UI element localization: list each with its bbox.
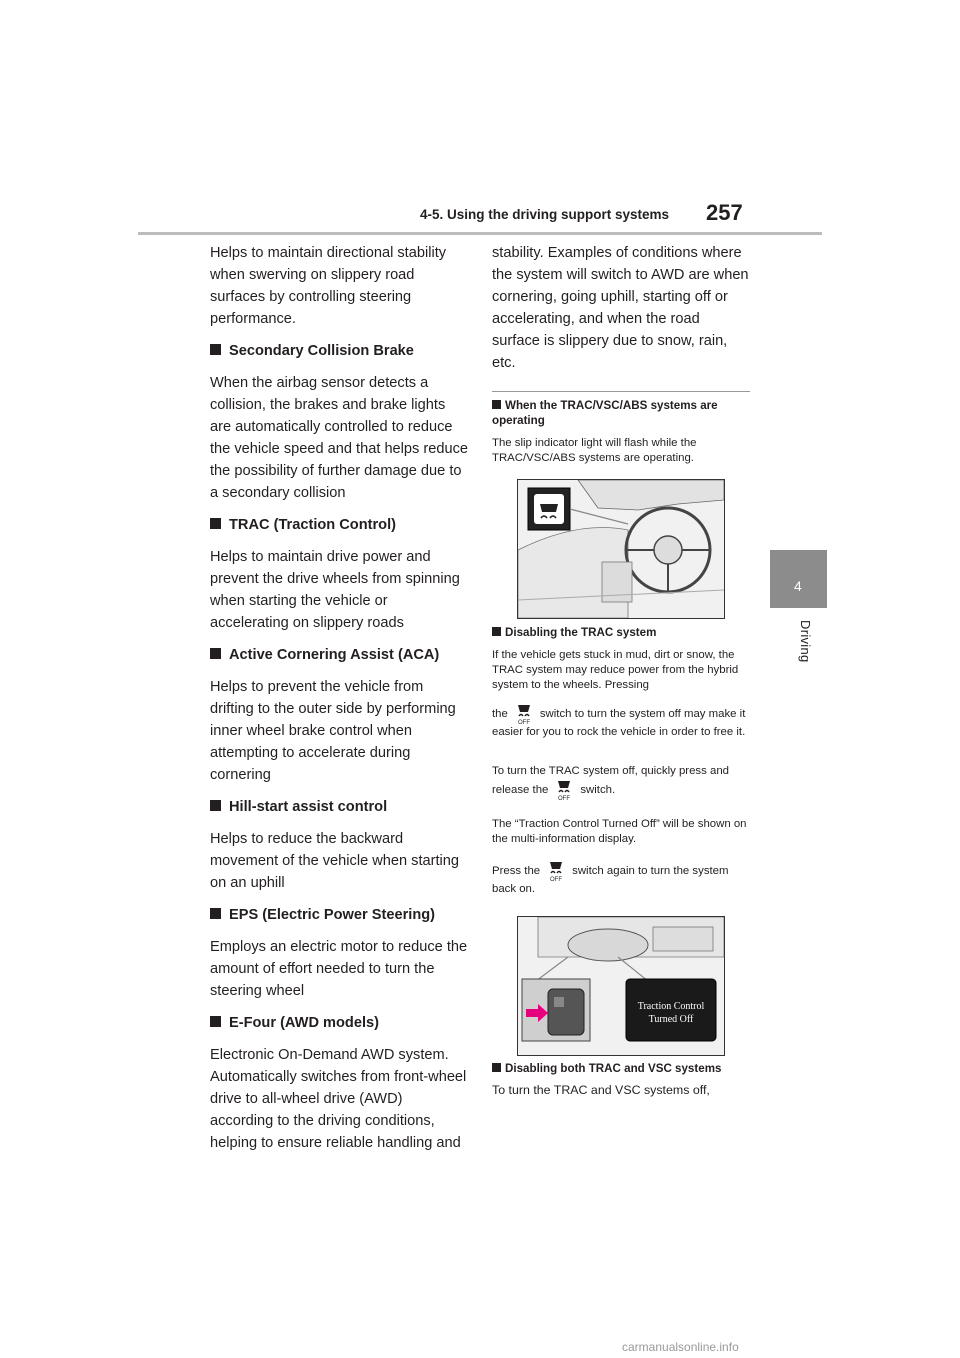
- trac-off-icon: [512, 703, 536, 725]
- note-body: If the vehicle gets stuck in mud, dirt or snow, the TRAC system may reduce power from the hybrid system to the wheels. Pressing: [492, 649, 739, 691]
- note-heading: When the TRAC/VSC/ABS systems are operating: [492, 399, 718, 427]
- section-body: Helps to prevent the vehicle from drifting to the outer side by performing inner wheel brake control when attempting to accelerate during cornering: [210, 679, 456, 783]
- note-body: To turn the TRAC system off, quickly press and release the OFF switch.: [492, 765, 729, 801]
- square-bullet-icon: [210, 344, 221, 355]
- section-body: When the airbag sensor detects a collision, the brakes and brake lights are automatically controlled to reduce the vehicle speed and that helps reduce the possibility of further damage due to a secondary collision: [210, 375, 469, 501]
- section-heading: Active Cornering Assist (ACA): [210, 644, 468, 666]
- note-body: The slip indicator light will flash while the TRAC/VSC/ABS systems are operating.: [492, 437, 697, 464]
- square-bullet-icon: [492, 400, 501, 409]
- section-title: 4-5. Using the driving support systems: [420, 207, 670, 222]
- section-body: Helps to maintain drive power and prevent the drive wheels from spinning when starting the vehicle or accelerating on slippery roads: [210, 549, 460, 631]
- square-bullet-icon: [210, 518, 221, 529]
- section-heading: Hill-start assist control: [210, 796, 468, 818]
- section-heading: E-Four (AWD models): [210, 1012, 468, 1034]
- svg-text:OFF: OFF: [550, 877, 563, 882]
- display-line-2: Turned Off: [648, 1014, 694, 1025]
- chapter-number: 4: [794, 578, 802, 594]
- note-heading: Disabling both TRAC and VSC systems: [492, 1061, 754, 1076]
- section-body: Electronic On-Demand AWD system. Automatically switches from front-wheel drive to all-wheel drive (AWD) according to the driving conditions, helping to ensure reliable handling and: [210, 1047, 467, 1151]
- note-heading: Disabling the TRAC system: [492, 625, 754, 640]
- section-heading: TRAC (Traction Control): [210, 514, 468, 536]
- intro-paragraph: Helps to maintain directional stability when swerving on slippery road surfaces by controlling steering performance.: [210, 245, 447, 327]
- section-heading: Secondary Collision Brake: [210, 340, 468, 362]
- chapter-tab: [770, 550, 827, 608]
- page-number: 257: [706, 200, 743, 225]
- note-divider: [492, 391, 750, 392]
- traction-control-figure: [517, 916, 725, 1056]
- svg-text:OFF: OFF: [558, 796, 571, 801]
- section-body: Employs an electric motor to reduce the amount of effort needed to turn the steering wheel: [210, 939, 468, 999]
- chapter-label: Driving: [798, 620, 813, 663]
- square-bullet-icon: [492, 627, 501, 636]
- continuation-paragraph: stability. Examples of conditions where the system will switch to AWD are when cornering, going uphill, starting off or accelerating, and when the road surface is slippery due to snow, rain, etc.: [492, 245, 749, 371]
- note-body: The “Traction Control Turned Off” will be shown on the multi-information display.: [492, 818, 747, 845]
- watermark: carmanualsonline.info: [622, 1340, 739, 1354]
- square-bullet-icon: [210, 648, 221, 659]
- note-body: To turn the TRAC and VSC systems off,: [492, 1083, 710, 1097]
- display-line-1: Traction Control: [637, 1001, 705, 1012]
- square-bullet-icon: [210, 800, 221, 811]
- header-rule: [138, 232, 822, 235]
- note-body: the OFF switch to turn the system off may make it easier for you to rock the vehicle in order to free it.: [492, 703, 750, 740]
- svg-text:OFF: OFF: [517, 720, 530, 725]
- trac-off-icon: [552, 779, 576, 801]
- section-body: Helps to reduce the backward movement of the vehicle when starting on an uphill: [210, 831, 460, 891]
- square-bullet-icon: [210, 908, 221, 919]
- note-body: Press the OFF switch again to turn the system back on.: [492, 860, 750, 897]
- square-bullet-icon: [210, 1016, 221, 1027]
- square-bullet-icon: [492, 1063, 501, 1072]
- section-heading: EPS (Electric Power Steering): [210, 904, 468, 926]
- trac-off-icon: [544, 860, 568, 882]
- slip-indicator-figure: [517, 479, 725, 619]
- left-column: [210, 242, 468, 1164]
